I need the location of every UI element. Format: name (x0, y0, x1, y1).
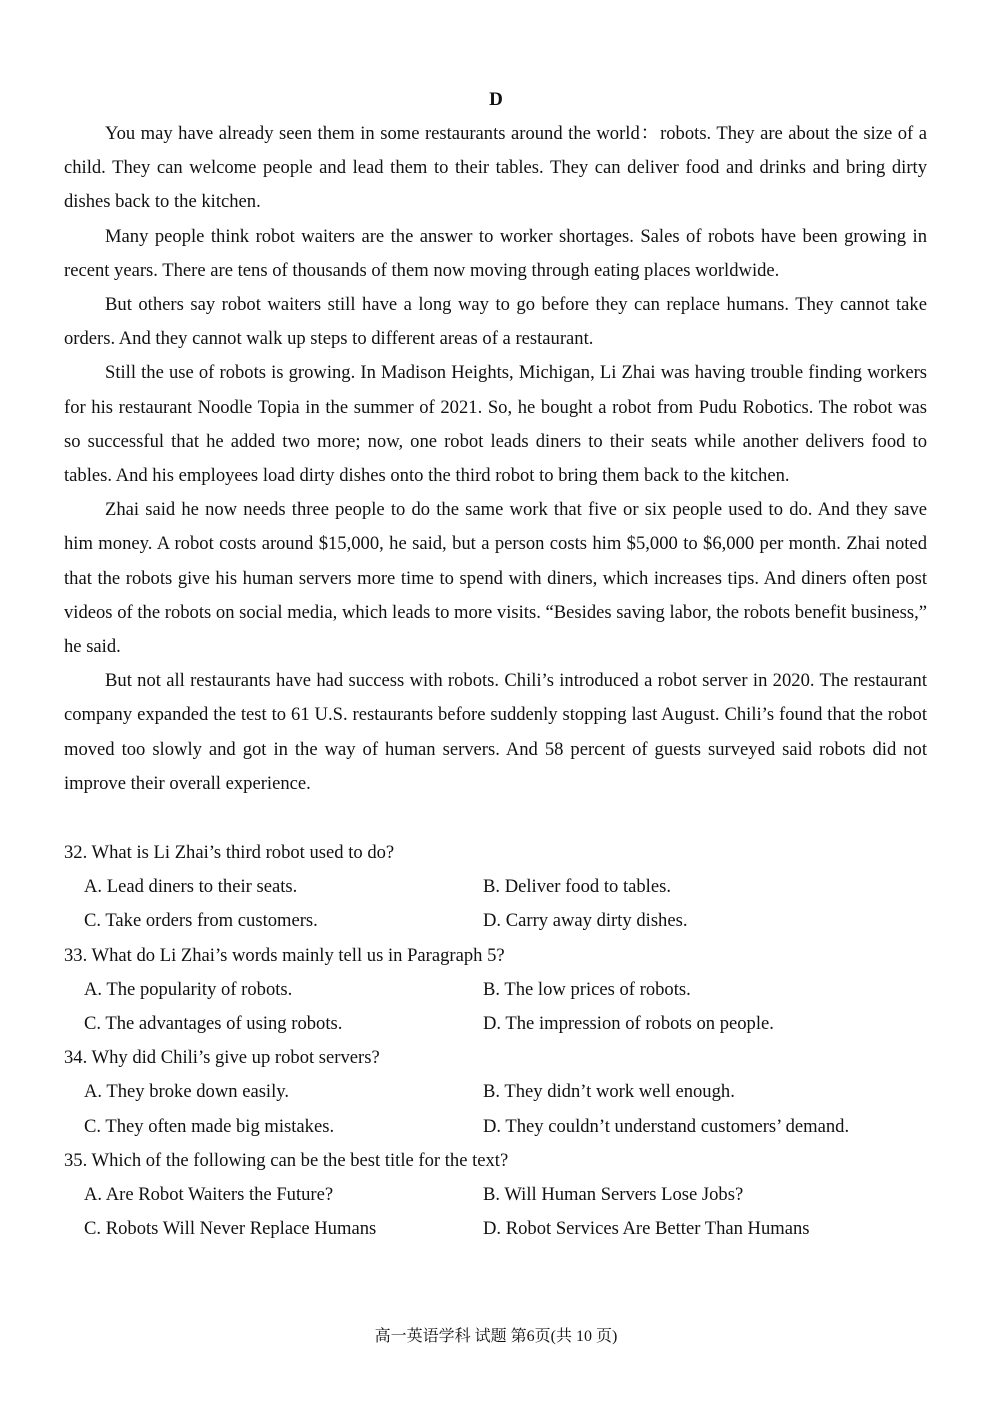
option-d: D. The impression of robots on people. (483, 1013, 774, 1035)
question-32 (64, 836, 927, 939)
option-a: A. They broke down easily. (84, 1081, 290, 1103)
options-row (64, 973, 927, 1007)
question-list (64, 836, 927, 1246)
question-stem: 32. What is Li Zhai’s third robot used to do? (64, 842, 395, 863)
option-c: C. The advantages of using robots. (84, 1013, 343, 1035)
options-row (64, 1110, 927, 1144)
question-33 (64, 939, 927, 1042)
option-b: B. The low prices of robots. (483, 978, 691, 1000)
question-stem: 33. What do Li Zhai’s words mainly tell us in Paragraph 5? (64, 944, 505, 966)
options-row (64, 870, 927, 904)
paragraph-5: Zhai said he now needs three people to do the same work that five or six people used to do. And they save him money. A robot costs around $15,000, he said, but a person costs him $5,000 to $6,000 per month. Zhai noted that the robots give his human servers more time to spend with diners, which increases tips. And diners often post videos of the robots on social media, which leads to more visits. “Besides saving labor, the robots benefit business,” he said. (64, 499, 927, 658)
options-row (64, 1212, 927, 1246)
option-c: C. Robots Will Never Replace Humans (84, 1218, 377, 1240)
option-c: C. Take orders from customers. (84, 910, 318, 932)
page-footer: 高一英语学科 试题 第6页(共 10 页) (374, 1328, 618, 1345)
options-row (64, 1007, 927, 1041)
section-label: D (489, 89, 503, 110)
question-35 (64, 1144, 927, 1247)
question-stem: 34. Why did Chili’s give up robot servers? (64, 1047, 380, 1069)
option-d: D. They couldn’t understand customers’ demand. (483, 1115, 850, 1137)
paragraph-3: But others say robot waiters still have a long way to go before they can replace humans. They cannot take orders. And they cannot walk up steps to different areas of a restaurant. (64, 294, 927, 350)
question-stem: 35. Which of the following can be the best title for the text? (64, 1149, 509, 1171)
question-34 (64, 1041, 927, 1144)
reading-passage (64, 117, 927, 801)
paragraph-6: But not all restaurants have had success with robots. Chili’s introduced a robot server in 2020. The restaurant company expanded the test to 61 U.S. restaurants before suddenly stopping last August. Chili’s found that the robot moved too slowly and got in the way of human servers. And 58 percent of guests surveyed said robots did not improve their overall experience. (64, 670, 927, 794)
option-b: B. They didn’t work well enough. (483, 1081, 735, 1103)
option-c: C. They often made big mistakes. (84, 1115, 335, 1137)
paragraph-1: You may have already seen them in some restaurants around the world：robots. They are about the size of a child. They can welcome people and lead them to their tables. They can deliver food and drinks and bring dirty dishes back to the kitchen. (64, 123, 927, 213)
option-d: D. Robot Services Are Better Than Humans (483, 1218, 810, 1240)
option-a: A. Lead diners to their seats. (84, 876, 298, 898)
paragraph-4: Still the use of robots is growing. In Madison Heights, Michigan, Li Zhai was having trouble finding workers for his restaurant Noodle Topia in the summer of 2021. So, he bought a robot from Pudu Robotics. The robot was so successful that he added two more; now, one robot leads diners to their seats while another delivers food to tables. And his employees load dirty dishes onto the third robot to bring them back to the kitchen. (64, 362, 927, 487)
option-d: D. Carry away dirty dishes. (483, 910, 688, 932)
option-a: A. The popularity of robots. (84, 978, 293, 1000)
option-b: B. Deliver food to tables. (483, 876, 671, 898)
option-b: B. Will Human Servers Lose Jobs? (483, 1184, 744, 1206)
paragraph-2: Many people think robot waiters are the answer to worker shortages. Sales of robots have been growing in recent years. There are tens of thousands of them now moving through eating places worldwide. (64, 225, 927, 281)
options-row (64, 1178, 927, 1212)
option-a: A. Are Robot Waiters the Future? (84, 1184, 334, 1206)
options-row (64, 904, 927, 938)
options-row (64, 1075, 927, 1109)
